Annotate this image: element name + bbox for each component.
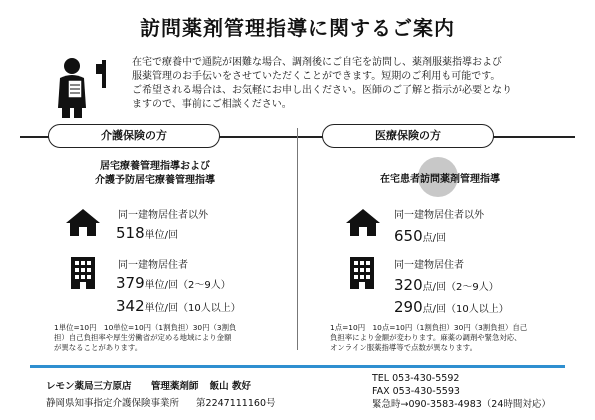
intro-text: 在宅で療養中で通院が困難な場合、調剤後にご自宅を訪問し、薬剤服薬指導および 服薬管理のお手伝いをさせていただくことができます。短期のご利用も可能です。 ご希望される場合は、お気軽にお申し出ください。医師のご了解と指示が必要となり ますので、事前にご相談ください。 (132, 57, 512, 110)
medical-building-label: 同一建物居住者 (394, 260, 464, 271)
fax-number: FAX 053-430-5593 (372, 386, 460, 397)
medical-insurance-heading: 医療保険の方 (322, 124, 494, 148)
care-subtitle: 居宅療養管理指導および 介護予防居宅療養管理指導 (95, 161, 215, 186)
care-house-price: 518単位/回 (116, 224, 179, 242)
emergency-number: 緊急時→090-3583-4983（24時間対応） (372, 399, 551, 410)
footer-accent-line (30, 365, 565, 368)
medical-building-price-small: 320点/回（2～9人） (394, 276, 499, 294)
pharmacist-icon (50, 56, 120, 120)
care-insurance-heading: 介護保険の方 (48, 124, 220, 148)
medical-house-label: 同一建物居住者以外 (394, 210, 484, 221)
care-building-label: 同一建物居住者 (118, 260, 188, 271)
care-building-price-small: 379単位/回（2～9人） (116, 274, 231, 292)
pharmacy-info: レモン薬局三方原店 管理薬剤師 飯山 教好 (46, 381, 251, 392)
medical-subtitle: 在宅患者訪問薬剤管理指導 (380, 174, 500, 185)
care-building-price-large: 342単位/回（10人以上） (116, 297, 241, 315)
care-house-label: 同一建物居住者以外 (118, 210, 208, 221)
column-divider (297, 128, 298, 350)
house-icon (64, 207, 102, 241)
medical-note: 1点=10円 10点=10円（1割負担）30円（3割負担）自己 負担率により金額が変わります。麻薬の調剤や緊急対応、 オンライン服薬指導等で点数が異なります。 (330, 323, 528, 352)
contact-info (372, 372, 551, 411)
medical-building-price-large: 290点/回（10人以上） (394, 298, 509, 316)
medical-house-price: 650点/回 (394, 227, 447, 245)
care-note: 1単位=10円 10単位=10円（1割負担）30円（3割負 担）自己負担率や厚生労働省が定める地域により金額 が異なることがあります。 (54, 323, 237, 352)
building-icon (70, 256, 96, 294)
tel-number: TEL 053-430-5592 (372, 373, 460, 384)
house-icon (344, 207, 382, 241)
registration-info: 静岡県知事指定介護保険事業所 第2247111160号 (46, 398, 276, 409)
page-title: 訪問薬剤管理指導に関するご案内 (140, 16, 455, 40)
building-icon (349, 256, 375, 294)
